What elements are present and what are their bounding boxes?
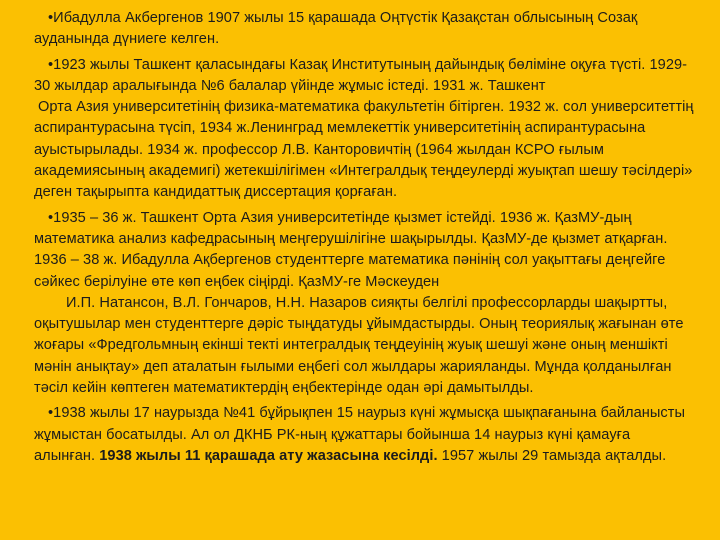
paragraph-birth-text: Ибадулла Акбергенов 1907 жылы 15 қарашада Оңтүстік Қазақстан облысының Созақ ауданында дүниеге келген. (34, 10, 638, 48)
paragraph-career-text-2: И.П. Натансон, В.Л. Гончаров, Н.Н. Назаров сияқты белгілі профессорларды шақыртты, оқытушылар мен студенттерге дәріс тыңдатуды ұйымдастырды. Оның теориялық жағынан өте жоғары «Фредгольмның екінші текті интегралдық теңдеуінің жуық шешуі және оның меншікті мәнін анықтау» деп аталатын ғылыми еңбегі сол жылдары жарияланды. Мұнда қолданылған тәсіл кейін көптеген математиктердің еңбектерінде одан әрі дамытылды. (34, 294, 684, 397)
bullet-marker: • (48, 209, 54, 226)
paragraph-repression (34, 403, 694, 467)
paragraph-career-text-1: 1935 – 36 ж. Ташкент Орта Азия университетінде қызмет істейді. 1936 ж. ҚазМУ-дың математика анализ кафедрасының меңгерушілігіне шақырылды. ҚазМУ-де қызмет атқарған. 1936 – 38 ж. Ибадулла Ақбергенов студенттерге математика пәнінің сол уақыттағы деңгейге сәйкес берілуіне өте көп еңбек сіңірді. ҚазМУ-ге Мәскеуден (34, 209, 668, 290)
paragraph-repression-text-b: 1957 жылы 29 тамызда ақталды. (437, 447, 667, 464)
paragraph-education (34, 55, 694, 204)
paragraph-repression-bold-sentence: 1938 жылы 11 қарашада ату жазасына кесілді. (99, 447, 438, 464)
slide-text-body (34, 8, 694, 471)
paragraph-repression-text-a: 1938 жылы 17 наурызда №41 бұйрықпен 15 наурыз күні жұмысқа шықпағанына байланысты жұмыстан босатылды. Ал ол ДКНБ РК-ның құжаттары бойынша 14 наурыз күні қамауға алынған. (34, 405, 686, 464)
bullet-marker: • (48, 56, 54, 73)
paragraph-birth (34, 8, 694, 51)
paragraph-education-text-1: 1923 жылы Ташкент қаласындағы Казақ Институтының дайындық бөліміне оқуға түсті. 1929-30 жылдар аралығында №6 балалар үйінде жұмыс істеді. 1931 ж. Ташкент (34, 56, 688, 94)
paragraph-education-text-2: Орта Азия университетінің физика-математика факультетін бітірген. 1932 ж. сол университеттің аспирантурасына түсіп, 1934 ж.Ленинград мемлекеттік университетінің аспирантурасына ауыстырылады. 1934 ж. профессор Л.В. Канторовичтің (1964 жылдан КСРО ғылым академиясының академигі) жетекшілігімен «Интегралдық теңдеулерді жуықтап шешу тәсілдері» деген тақырыпта кандидаттық диссертация қорғаған. (34, 99, 694, 201)
bullet-marker: • (48, 405, 54, 422)
bullet-marker: • (48, 10, 54, 26)
paragraph-career (34, 208, 694, 400)
